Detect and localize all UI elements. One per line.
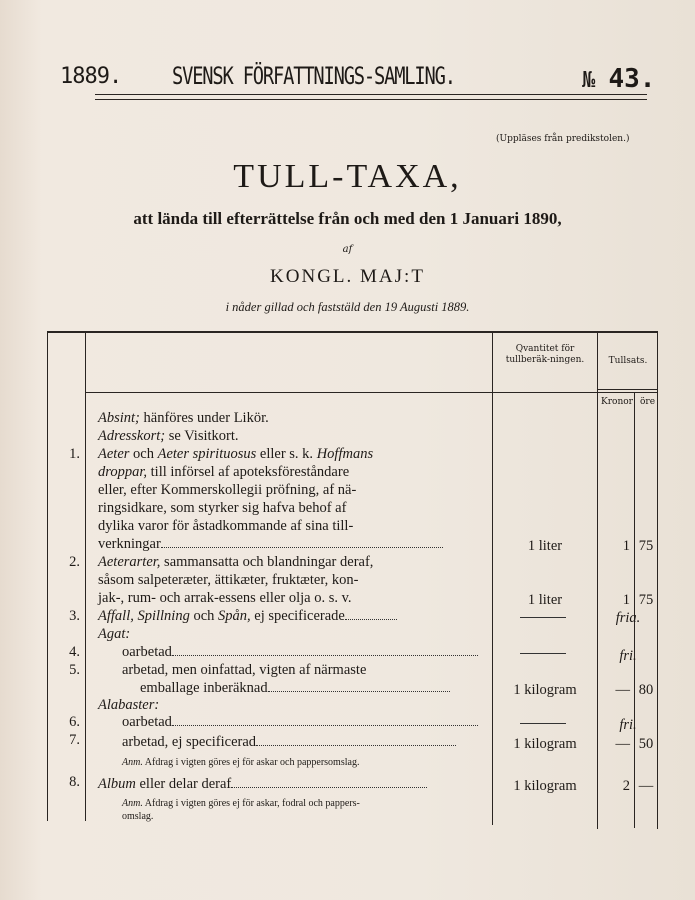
entry-number: 8.	[69, 774, 80, 790]
authority: KONGL. MAJ:T	[270, 266, 425, 287]
entry-text: och	[129, 446, 158, 462]
number-prefix: №	[582, 68, 596, 93]
entry-text: eller delar deraf	[135, 776, 232, 792]
dot-leader	[345, 609, 397, 620]
entry-1-line-6	[98, 536, 443, 553]
entry-1-quantity: 1 liter	[527, 538, 563, 554]
entry-5-line-2	[140, 680, 450, 697]
entry-5-line-1: arbetad, men oinfattad, vigten af närmaste	[122, 662, 367, 678]
entry-3	[98, 608, 397, 625]
dot-leader	[268, 681, 450, 692]
entry-1-line-5: dylika varor för åstadkommande af sina till-	[98, 518, 354, 534]
entry-number: 3.	[69, 608, 80, 624]
page-title: TULL-TAXA,	[233, 158, 462, 195]
col-header-ore: öre	[640, 397, 656, 407]
read-note: (Uppläses från predikstolen.)	[496, 134, 630, 144]
entry-7-kronor: —	[615, 736, 630, 752]
entry-1-line-1	[98, 446, 373, 463]
entry-number: 7.	[69, 732, 80, 748]
af-word: af	[342, 244, 353, 255]
entry-3-duty: fria.	[615, 610, 641, 626]
issue-number: 43.	[608, 64, 656, 94]
note-2-line-1	[122, 798, 360, 809]
entry-text: oarbetad	[122, 644, 172, 660]
entry-2-quantity: 1 liter	[527, 592, 563, 608]
note-text: Afdrag i vigten göres ej för askar och pappersomslag.	[142, 757, 360, 768]
entry-text: och	[189, 608, 219, 624]
entry-1-kronor: 1	[622, 538, 630, 554]
entry-8-kronor: 2	[622, 778, 630, 794]
group-alabaster	[98, 697, 159, 714]
header-year: 1889.	[60, 64, 122, 89]
quantity-dash	[520, 653, 566, 654]
entry-text: sammansatta och blandningar deraf,	[160, 554, 374, 570]
entry-2-line-3: jak-, rum- och arrak-essens eller olja o. s. v.	[98, 590, 352, 606]
entry-name: Absint;	[98, 410, 140, 426]
entry-name: Affall, Spillning	[98, 608, 190, 624]
entry-name: Adresskort;	[98, 428, 166, 444]
col-right-edge	[657, 333, 658, 829]
dot-leader	[172, 645, 478, 656]
entry-1-line-3: eller, efter Kommerskollegii pröfning, af nä-	[98, 482, 357, 498]
entry-name: Aeter	[98, 446, 130, 462]
header-title: SVENSK FÖRFATTNINGS-SAMLING.	[172, 62, 455, 90]
entry-7-quantity: 1 kilogram	[513, 736, 577, 752]
dot-leader	[231, 777, 427, 788]
entry-text: till införsel af apoteksföreståndare	[147, 464, 350, 480]
entry-5-quantity: 1 kilogram	[513, 682, 577, 698]
entry-5-kronor: —	[615, 682, 630, 698]
entry-absint	[98, 410, 269, 427]
entry-7-ore: 50	[638, 736, 654, 752]
entry-2-kronor: 1	[622, 592, 630, 608]
quantity-dash	[520, 723, 566, 724]
entry-text: oarbetad	[122, 714, 172, 730]
entry-text: eller s. k.	[256, 446, 317, 462]
entry-number: 5.	[69, 662, 80, 678]
header-bottom-rule	[85, 392, 657, 393]
entry-name: droppar,	[98, 464, 148, 480]
entry-adresskort	[98, 428, 239, 445]
col-header-quantity: Qvantitet för tullberäk-ningen.	[505, 344, 585, 365]
dot-leader	[172, 715, 478, 726]
entry-text: emballage inberäknad	[140, 680, 268, 696]
entry-5-ore: 80	[638, 682, 654, 698]
entry-1-ore: 75	[638, 538, 654, 554]
entry-text: hänföres under Likör.	[139, 410, 269, 426]
table-top-rule	[47, 331, 658, 333]
entry-name: Spån,	[218, 608, 251, 624]
entry-name: Album	[98, 776, 136, 792]
entry-number: 1.	[69, 446, 80, 462]
col-header-kronor: Kronor	[601, 397, 633, 407]
header-number	[582, 64, 655, 94]
entry-1-line-2	[98, 464, 349, 481]
dot-leader	[161, 537, 443, 548]
entry-text: se Visitkort.	[165, 428, 239, 444]
subtitle: att lända till efterrättelse från och med den 1 Januari 1890,	[133, 209, 562, 228]
entry-text: ej specificerade	[250, 608, 345, 624]
entry-6	[122, 714, 478, 731]
note-text: Afdrag i vigten göres ej för askar, fodral och pappers-	[142, 798, 360, 809]
dot-leader	[256, 735, 456, 746]
entry-name: Aeter spirituosus	[157, 446, 257, 462]
note-1	[122, 757, 359, 768]
entry-name: Aeterarter,	[98, 554, 161, 570]
note-2-line-2: omslag.	[122, 811, 154, 822]
group-agat	[98, 626, 130, 643]
entry-number: 6.	[69, 714, 80, 730]
entry-4	[122, 644, 478, 661]
duty-subheader-rule	[597, 389, 657, 390]
entry-number: 2.	[69, 554, 80, 570]
quantity-dash	[520, 617, 566, 618]
entry-text: verkningar	[98, 536, 161, 552]
entry-1-line-4: ringsidkare, som styrker sig hafva behof af	[98, 500, 347, 516]
entry-7	[122, 734, 456, 751]
entry-8	[98, 776, 427, 793]
entry-2-line-1	[98, 554, 373, 571]
entry-text: arbetad, ej specificerad	[122, 734, 257, 750]
entry-name: Alabaster:	[98, 697, 160, 713]
note-label: Anm.	[122, 798, 143, 809]
note-label: Anm.	[122, 757, 143, 768]
approval-line: i nåder gillad och faststäld den 19 Augusti 1889.	[225, 300, 470, 314]
entry-number: 4.	[69, 644, 80, 660]
col-num-divider	[85, 333, 86, 821]
col-left-edge	[47, 333, 48, 821]
col-qty-right	[597, 333, 598, 829]
header-rule-bottom	[95, 99, 647, 100]
entry-2-line-2: såsom salpeteræter, ättikæter, fruktæter, kon-	[98, 572, 359, 588]
header-rule-top	[95, 94, 647, 95]
entry-name: Agat:	[98, 626, 131, 642]
entry-4-duty: fri.	[619, 648, 637, 664]
entry-8-quantity: 1 kilogram	[513, 778, 577, 794]
entry-6-duty: fri.	[619, 717, 637, 733]
entry-2-ore: 75	[638, 592, 654, 608]
entry-name: Hoffmans	[316, 446, 374, 462]
col-header-duty: Tullsats.	[608, 356, 648, 366]
entry-8-ore: —	[638, 778, 654, 794]
